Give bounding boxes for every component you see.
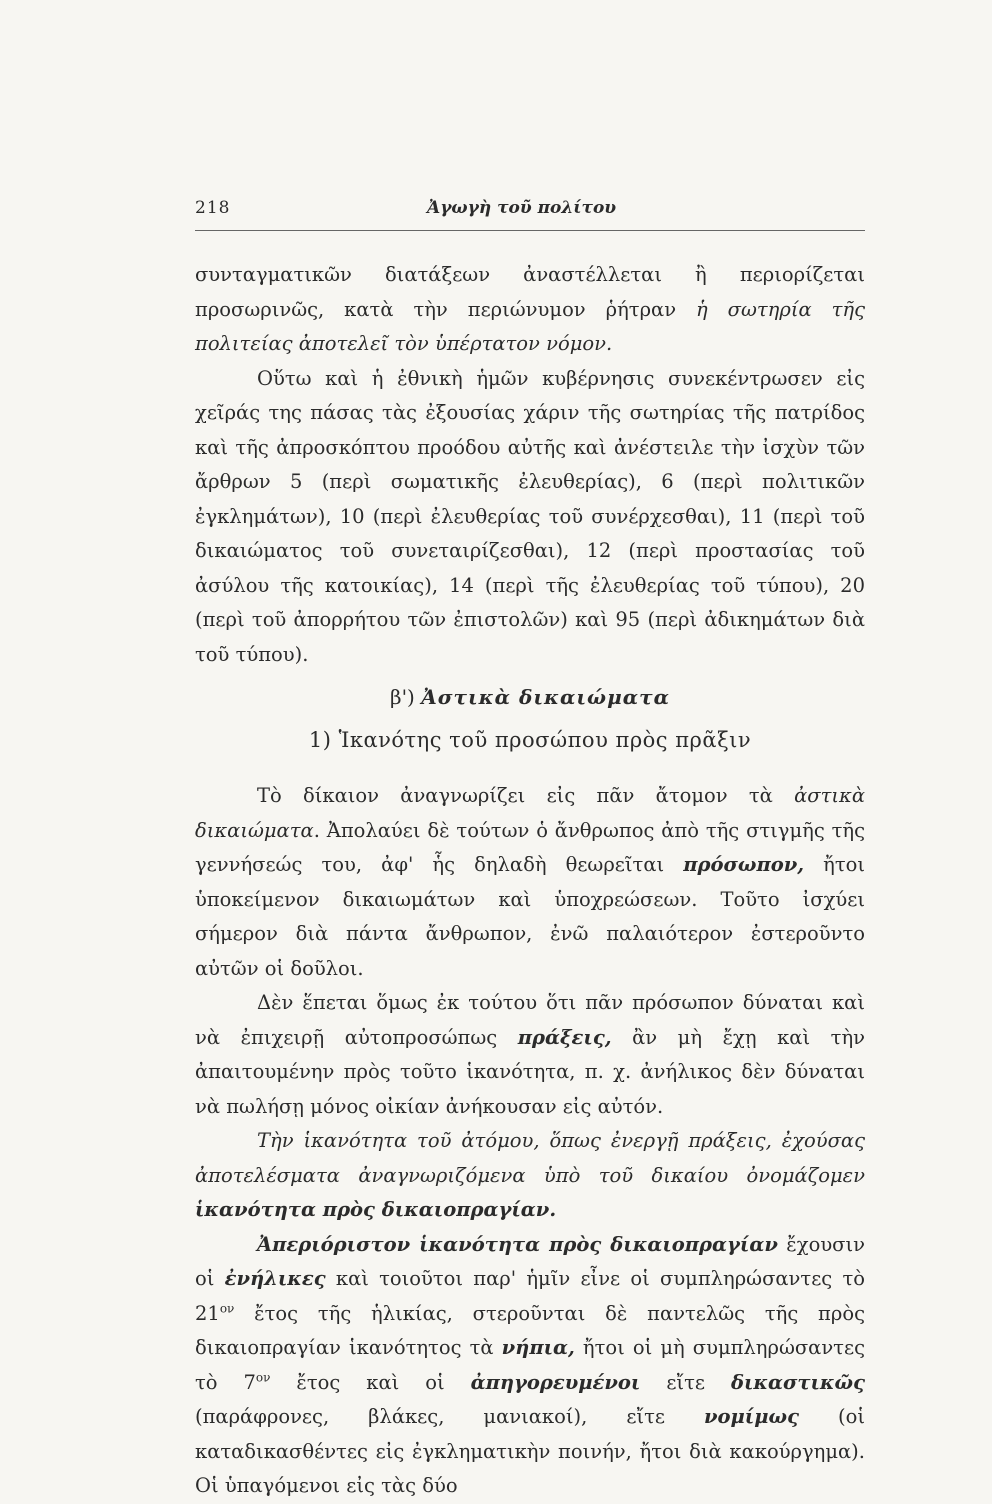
paragraph-5: Τὴν ἱκανότητα τοῦ ἀτόμου, ὅπως ἐνεργῇ πράξεις, ἐχούσας ἀποτελέσματα ἀναγνωριζόμενα ὑπὸ τοῦ δικαίου ὀνομάζομεν ἱκανότητα πρὸς δικαιοπραγίαν. — [195, 1129, 865, 1221]
page-header — [195, 198, 865, 226]
paragraph-3: Τὸ δίκαιον ἀναγνωρίζει εἰς πᾶν ἄτομον τὰ ἀστικὰ δικαιώματα. Ἀπολαύει δὲ τούτων ὁ ἄνθρωπος ἀπὸ τῆς στιγμῆς τῆς γεννήσεώς του, ἀφ' ἧς δηλαδὴ θεωρεῖται πρόσωπον, ἤτοι ὑποκείμενον δικαιωμάτων καὶ ὑποχρεώσεων. Τοῦτο ἰσχύει σήμερον διὰ πάντα ἄνθρωπον, ἐνῶ παλαιότερον ἐστεροῦντο αὐτῶν οἱ δοῦλοι. — [195, 784, 865, 980]
page-body — [195, 258, 865, 1504]
header-rule — [195, 230, 865, 231]
paragraph-6: Ἀπεριόριστον ἱκανότητα πρὸς δικαιοπραγίαν ἔχουσιν οἱ ἐνήλικες καὶ τοιοῦτοι παρ' ἡμῖν εἶνε οἱ συμπληρώσαντες τὸ $21^{o\nu}$ ἔτος τῆς ἡλικίας, στεροῦνται δὲ παντελῶς τῆς πρὸς δικαιοπραγίαν ἱκανότητος τὰ νήπια, ἤτοι οἱ μὴ συμπληρώσαντες τὸ $7^{o\nu}$ ἔτος καὶ οἱ ἀπηγορευμένοι εἴτε δικαστικῶς (παράφρονες, βλάκες, μανιακοί), εἴτε νομίμως (οἱ καταδικασθέντες εἰς ἐγκληματικὴν ποινήν, ἤτοι διὰ κακούργημα). Οἱ ὑπαγόμενοι εἰς τὰς δύο — [195, 1232, 865, 1497]
section-heading — [195, 680, 865, 715]
paragraph-2: Οὕτω καὶ ἡ ἐθνικὴ ἡμῶν κυβέρνησις συνεκέντρωσεν εἰς χεῖράς της πάσας τὰς ἐξουσίας χάριν τῆς σωτηρίας τῆς πατρίδος καὶ τῆς ἀπροσκόπτου προόδου αὐτῆς καὶ ἀνέστειλε τὴν ἰσχὺν τῶν ἄρθρων 5 (περὶ σωματικῆς ἐλευθερίας), 6 (περὶ πολιτικῶν ἐγκλημάτων), 10 (περὶ ἐλευθερίας τοῦ συνέρχεσθαι), 11 (περὶ τοῦ δικαιώματος τοῦ συνεταιρίζεσθαι), 12 (περὶ προστασίας τοῦ ἀσύλου τῆς κατοικίας), 14 (περὶ τῆς ἐλευθερίας τοῦ τύπου), 20 (περὶ τοῦ ἀπορρήτου τῶν ἐπιστολῶν) καὶ 95 (περὶ ἀδικημάτων διὰ τοῦ τύπου). — [195, 366, 865, 666]
running-title: Ἀγωγὴ τοῦ πολίτου — [427, 198, 617, 218]
section-number: β') — [390, 685, 415, 709]
paragraph-4: Δὲν ἕπεται ὅμως ἐκ τούτου ὅτι πᾶν πρόσωπον δύναται καὶ νὰ ἐπιχειρῇ αὐτοπροσώπως πράξεις, ἂν μὴ ἔχῃ καὶ τὴν ἀπαιτουμένην πρὸς τοῦτο ἱκανότητα, π. χ. ἀνήλικος δὲν δύναται νὰ πωλήσῃ μόνος οἰκίαν ἀνήκουσαν εἰς αὐτόν. — [195, 991, 865, 1118]
section-title: Ἀστικὰ δικαιώματα — [421, 685, 670, 709]
subsection-heading: 1) Ἱκανότης τοῦ προσώπου πρὸς πρᾶξιν — [308, 727, 752, 752]
paragraph-1: συνταγματικῶν διατάξεων ἀναστέλλεται ἢ περιορίζεται προσωρινῶς, κατὰ τὴν περιώνυμον ῥήτραν ἡ σωτηρία τῆς πολιτείας ἀποτελεῖ τὸν ὑπέρτατον νόμον. — [195, 263, 866, 355]
page-number: 218 — [195, 198, 231, 218]
